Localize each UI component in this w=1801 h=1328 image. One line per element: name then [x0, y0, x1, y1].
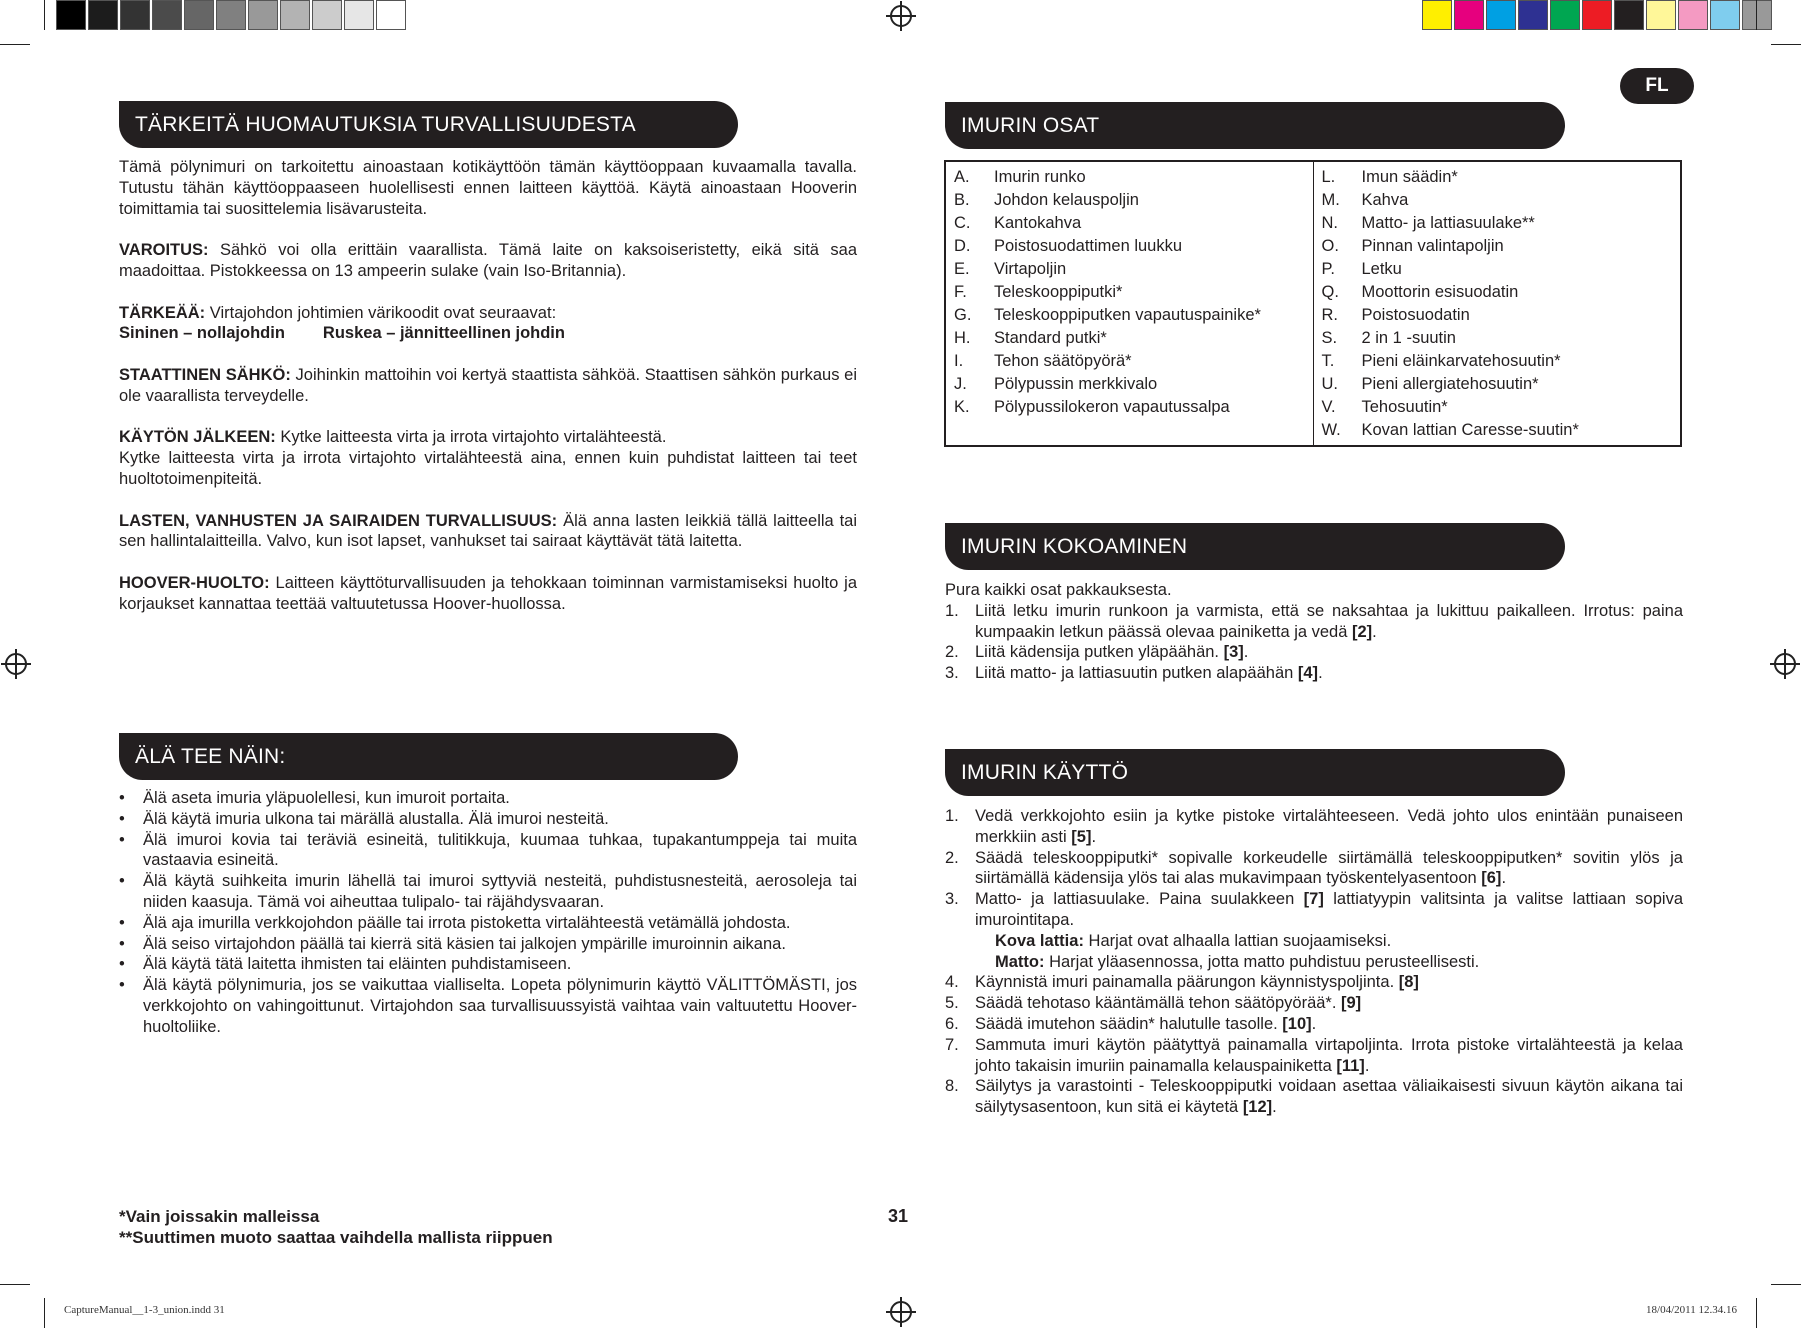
part-letter: V.: [1321, 398, 1336, 416]
part-item: [1322, 304, 1673, 327]
registration-mark-icon: [5, 653, 27, 675]
list-item: • Älä seiso virtajohdon päällä tai kierrä sitä käsien tai jalkojen ympärille imuroinnin aikana.: [119, 934, 857, 955]
part-name: Teleskooppiputki*: [994, 283, 1123, 301]
part-item: [954, 327, 1305, 350]
color-swatch: [280, 0, 310, 30]
part-name: Pieni allergiatehosuutin*: [1361, 375, 1539, 393]
crop-mark: [44, 1298, 45, 1328]
part-item: [1322, 419, 1673, 442]
part-name: Tehosuutin*: [1361, 398, 1448, 416]
list-item: • Älä imuroi kovia tai teräviä esineitä, tulitikkuja, kuumaa tuhkaa, tupakantumppeja tai muita vastaavia esineitä.: [119, 830, 857, 872]
parts-table: [944, 160, 1682, 447]
list-item: 7. Sammuta imuri käytön päätyttyä painamalla virtapoljinta. Irrota pistoke virtalähteestä ja kelaa johto takaisin imuriin painamalla kelauspainiketta [11].: [945, 1035, 1683, 1075]
list-item: • Älä käytä tätä laitetta ihmisten tai eläinten puhdistamiseen.: [119, 954, 857, 975]
part-item: [954, 396, 1305, 419]
part-item: [954, 235, 1305, 258]
part-name: Matto- ja lattiasuulake**: [1361, 214, 1535, 232]
assembly-steps: [945, 601, 1683, 684]
color-swatch: [1678, 0, 1708, 30]
part-name: Pinnan valintapoljin: [1361, 237, 1504, 255]
list-item: • Älä aseta imuria yläpuolellesi, kun imuroit portaita.: [119, 788, 857, 809]
part-item: [1322, 258, 1673, 281]
wire-colors: Sininen – nollajohdin Ruskea – jännitteellinen johdin: [119, 324, 565, 343]
crop-mark: [0, 44, 30, 45]
list-item: 3. Liitä matto- ja lattiasuutin putken alapäähän [4].: [945, 664, 1323, 683]
color-swatch: [312, 0, 342, 30]
part-name: Letku: [1361, 260, 1402, 278]
list-item: 5. Säädä tehotaso kääntämällä tehon säätöpyörää*. [9]: [945, 994, 1362, 1013]
after-use-paragraph: KÄYTÖN JÄLKEEN: Kytke laitteesta virta ja irrota virtajohto virtalähteestä.: [119, 428, 667, 447]
crop-mark: [1756, 0, 1757, 30]
page-number: 31: [888, 1206, 909, 1226]
part-name: Teleskooppiputken vapautuspainike*: [994, 306, 1261, 324]
assembly-section: [945, 580, 1683, 684]
color-swatch: [1518, 0, 1548, 30]
registration-mark-icon: [890, 5, 912, 27]
crop-mark: [44, 0, 45, 30]
part-letter: R.: [1321, 306, 1338, 324]
part-name: Kahva: [1361, 191, 1409, 209]
color-swatch: [344, 0, 374, 30]
part-letter: Q.: [1321, 283, 1339, 301]
color-swatch: [1582, 0, 1612, 30]
part-item: [954, 189, 1305, 212]
color-swatch: [1710, 0, 1740, 30]
warning-paragraph: VAROITUS: Sähkö voi olla erittäin vaarallista. Tämä laite on kaksoiseristetty, eikä sitä saa maadoittaa. Pistokkeessa on 13 ampeerin sulake (vain Iso-Britannia).: [119, 241, 857, 280]
color-swatch: [1742, 0, 1772, 30]
safety-section: [119, 157, 857, 615]
part-name: Tehon säätöpyörä*: [994, 352, 1132, 370]
part-name: Poistosuodatin: [1361, 306, 1470, 324]
list-item: 6. Säädä imutehon säädin* halutulle tasolle. [10].: [945, 1014, 1317, 1033]
color-swatch: [120, 0, 150, 30]
list-item: • Älä käytä suihkeita imurin lähellä tai imuroi syttyviä nesteitä, puhdistusnesteitä, aerosoleja tai niiden kaasuja. Tämä voi aiheuttaa tulipalo- tai räjähdysvaaran.: [119, 871, 857, 913]
list-item: 2. Liitä kädensija putken yläpäähän. [3].: [945, 643, 1249, 662]
color-swatch: [88, 0, 118, 30]
part-letter: U.: [1321, 375, 1338, 393]
part-name: Virtapoljin: [994, 260, 1067, 278]
registration-mark-icon: [890, 1301, 912, 1323]
parts-column-1: [945, 161, 1313, 446]
part-name: Pölypussin merkkivalo: [994, 375, 1158, 393]
donts-heading: ÄLÄ TEE NÄIN:: [119, 733, 738, 780]
color-swatch: [376, 0, 406, 30]
safety-heading: TÄRKEITÄ HUOMAUTUKSIA TURVALLISUUDESTA: [119, 101, 738, 148]
service-paragraph: HOOVER-HUOLTO: Laitteen käyttöturvallisuuden ja tehokkaan toiminnan varmistamiseksi huolto ja korjaukset kannattaa teettää valtuutetussa Hoover-huollossa.: [119, 573, 857, 613]
donts-section: [119, 788, 857, 1038]
color-swatch: [216, 0, 246, 30]
part-letter: T.: [1321, 352, 1335, 370]
color-swatch: [184, 0, 214, 30]
parts-heading: IMURIN OSAT: [945, 102, 1565, 149]
part-name: Moottorin esisuodatin: [1361, 283, 1519, 301]
list-item: 3. Matto- ja lattiasuulake. Paina suulakkeen [7] lattiatyypin valitsinta ja valitse lattiaan sopiva imurointitapa. Kova lattia: Harjat ovat alhaalla lattian suojaamiseksi. Matto: Harjat yläasennossa, jotta matto puhdistuu perusteellisesti.: [945, 890, 1683, 971]
part-item: [1322, 327, 1673, 350]
list-item: 2. Säädä teleskooppiputki* sopivalle korkeudelle siirtämällä teleskooppiputken* sovitin ylös ja siirtämällä kädensija ylös tai alas mukavimpaan työskentelyasentoon [6].: [945, 848, 1683, 888]
part-name: Pieni eläinkarvatehosuutin*: [1361, 352, 1561, 370]
part-name: Kantokahva: [994, 214, 1082, 232]
part-item: [954, 304, 1305, 327]
crop-mark: [1771, 1284, 1801, 1285]
footnote-2: **Suuttimen muoto saattaa vaihdella mallista riippuen: [119, 1228, 553, 1247]
part-letter: B.: [954, 191, 970, 209]
list-item: 4. Käynnistä imuri painamalla päärungon käynnistyspoljinta. [8]: [945, 973, 1419, 992]
after-use-paragraph-2: Kytke laitteesta virta ja irrota virtajohto virtalähteestä aina, ennen kuin puhdistat laitteen tai teet huoltotoimenpiteitä.: [119, 449, 857, 488]
usage-section: [945, 806, 1683, 1118]
part-item: [1322, 166, 1673, 189]
part-item: [954, 373, 1305, 396]
carpet-note: Matto: Harjat yläasennossa, jotta matto puhdistuu perusteellisesti.: [995, 952, 1480, 971]
static-paragraph: STAATTINEN SÄHKÖ: Joihinkin mattoihin voi kertyä staattista sähköä. Staattisen sähkön purkaus ei ole vaarallista terveydelle.: [119, 365, 857, 405]
part-item: [954, 212, 1305, 235]
important-paragraph: TÄRKEÄÄ: Virtajohdon johtimien värikoodit ovat seuraavat:: [119, 303, 557, 322]
assembly-heading: IMURIN KOKOAMINEN: [945, 523, 1565, 570]
part-name: 2 in 1 -suutin: [1361, 329, 1456, 347]
part-letter: L.: [1321, 168, 1336, 186]
part-item: [1322, 396, 1673, 419]
language-badge: FL: [1620, 68, 1694, 104]
grayscale-color-bar: [56, 0, 408, 30]
part-item: [1322, 189, 1673, 212]
part-letter: A.: [954, 168, 970, 186]
part-item: [954, 258, 1305, 281]
children-safety-paragraph: LASTEN, VANHUSTEN JA SAIRAIDEN TURVALLISUUS: Älä anna lasten leikkiä tällä laitteella tai sen hallintalaitteilla. Valvo, kun isot lapset, vanhukset tai sairaat käyttävät tätä laitetta.: [119, 511, 858, 551]
list-item: 1. Vedä verkkojohto esiin ja kytke pistoke virtalähteeseen. Vedä johto ulos enintään punaiseen merkkiin asti [5].: [945, 807, 1683, 846]
part-item: [1322, 235, 1673, 258]
part-letter: J.: [954, 375, 967, 393]
part-name: Johdon kelauspoljin: [994, 191, 1139, 209]
crop-mark: [1756, 1298, 1757, 1328]
part-letter: D.: [954, 237, 971, 255]
part-letter: G.: [954, 306, 972, 324]
date-slug: 18/04/2011 12.34.16: [1646, 1304, 1737, 1316]
safety-intro: Tämä pölynimuri on tarkoitettu ainoastaan kotikäyttöön tämän käyttöoppaan kuvaamalla tavalla. Tutustu tähän käyttöoppaaseen huolellisesti ennen laitteen käyttöä. Käytä ainoastaan Hooverin toimittamia tai suosittelemia lisävarusteita.: [119, 158, 857, 218]
part-item: [1322, 281, 1673, 304]
part-item: [1322, 212, 1673, 235]
part-name: Pölypussilokeron vapautussalpa: [994, 398, 1230, 416]
color-swatch: [1614, 0, 1644, 30]
crop-mark: [0, 1284, 30, 1285]
part-letter: H.: [954, 329, 971, 347]
list-item: • Älä käytä pölynimuria, jos se vaikuttaa vialliselta. Lopeta pölynimurin käyttö VÄLITTÖMÄSTI, jos verkkojohto on vahingoittunut. Virtajohdon saa turvallisuussyistä vaihtaa vain valtuutettu Hoover-huoltoliike.: [119, 975, 857, 1037]
part-letter: W.: [1321, 421, 1341, 439]
part-name: Imurin runko: [994, 168, 1086, 186]
color-swatch: [1422, 0, 1452, 30]
registration-mark-icon: [1774, 653, 1796, 675]
color-swatch: [1486, 0, 1516, 30]
part-name: Kovan lattian Caresse-suutin*: [1361, 421, 1579, 439]
assembly-intro: Pura kaikki osat pakkauksesta.: [945, 581, 1172, 599]
part-item: [1322, 373, 1673, 396]
usage-heading: IMURIN KÄYTTÖ: [945, 749, 1565, 796]
usage-steps: [945, 806, 1683, 1118]
part-name: Imun säädin*: [1361, 168, 1458, 186]
part-item: [1322, 350, 1673, 373]
crop-mark: [1771, 44, 1801, 45]
part-name: Standard putki*: [994, 329, 1107, 347]
color-swatch: [152, 0, 182, 30]
color-swatch: [56, 0, 86, 30]
part-letter: O.: [1321, 237, 1339, 255]
process-color-bar: [1422, 0, 1774, 30]
hard-floor-note: Kova lattia: Harjat ovat alhaalla lattian suojaamiseksi.: [995, 931, 1392, 950]
part-letter: S.: [1321, 329, 1338, 347]
parts-column-2: [1313, 161, 1681, 446]
list-item: 1. Liitä letku imurin runkoon ja varmista, että se naksahtaa ja lukittuu paikalleen. Irrotus: paina kumpaakin letkun päässä olevaa painiketta ja vedä [2].: [945, 601, 1683, 641]
part-letter: M.: [1321, 191, 1340, 209]
list-item: • Älä aja imurilla verkkojohdon päälle tai irrota pistoketta virtalähteestä vetämällä johdosta.: [119, 913, 857, 934]
part-item: [954, 281, 1305, 304]
part-item: [954, 350, 1305, 373]
donts-list: [119, 788, 857, 1038]
footnote-1: *Vain joissakin malleissa: [119, 1207, 320, 1226]
color-swatch: [1550, 0, 1580, 30]
part-letter: C.: [954, 214, 971, 232]
color-swatch: [1454, 0, 1484, 30]
part-letter: I.: [954, 352, 964, 370]
part-letter: P.: [1321, 260, 1335, 278]
color-swatch: [248, 0, 278, 30]
list-item: 8. Säilytys ja varastointi - Teleskooppiputki voidaan asettaa väliaikaisesti sivuun käytön aikana tai säilytysasentoon, kun sitä ei käytetä [12].: [945, 1077, 1683, 1117]
part-letter: E.: [954, 260, 970, 278]
color-swatch: [1646, 0, 1676, 30]
part-item: [954, 166, 1305, 189]
list-item: • Älä käytä imuria ulkona tai märällä alustalla. Älä imuroi nesteitä.: [119, 809, 857, 830]
part-letter: K.: [954, 398, 970, 416]
part-letter: N.: [1321, 214, 1338, 232]
file-slug: CaptureManual__1-3_union.indd 31: [64, 1304, 225, 1316]
part-letter: F.: [954, 283, 967, 301]
part-name: Poistosuodattimen luukku: [994, 237, 1183, 255]
